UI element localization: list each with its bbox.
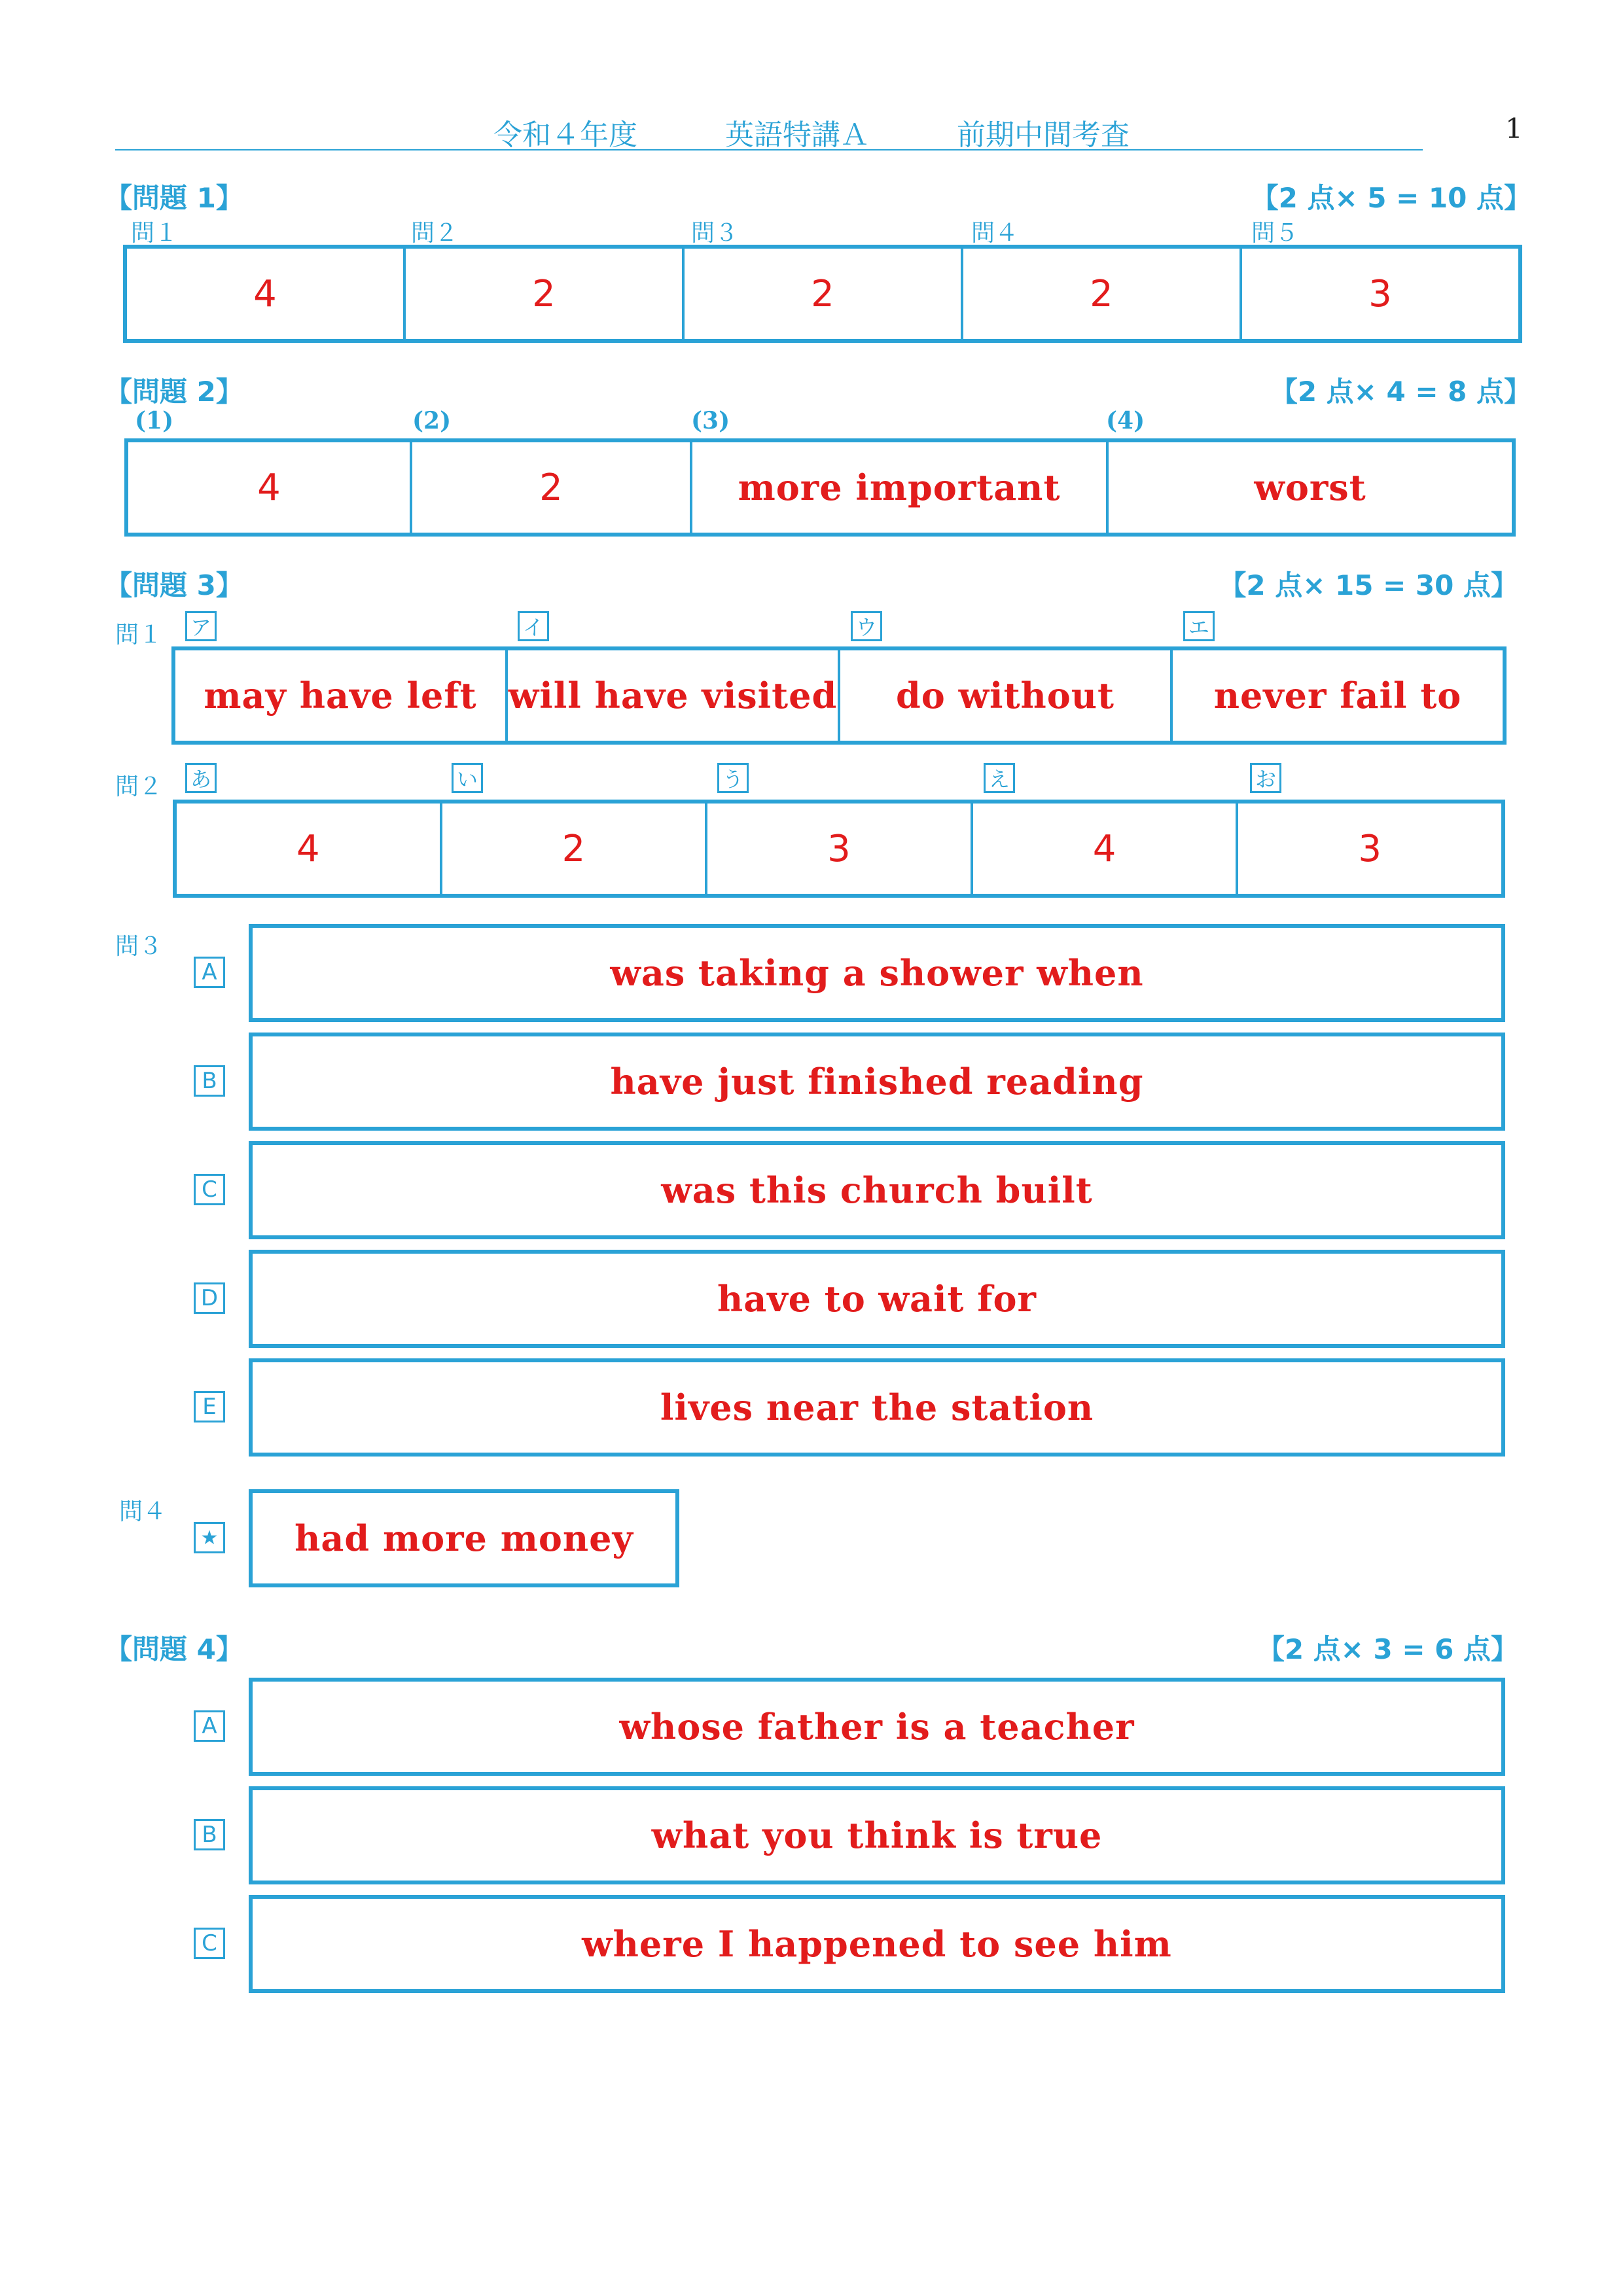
q3-part3-tag-e: E	[194, 1391, 225, 1422]
header-year: 令和４年度	[493, 118, 637, 152]
q3-part3-answer-c: was this church built	[249, 1141, 1505, 1239]
q3-part2-answer-5: 3	[1236, 804, 1501, 894]
q3-part2-answer-1: 4	[296, 827, 320, 870]
q2-answer-4: worst	[1106, 442, 1512, 533]
q3-part2-tag-a: あ	[185, 763, 217, 793]
q3-part2-answer-4: 4	[971, 804, 1236, 894]
q3-part1-answer-4: never fail to	[1170, 650, 1503, 741]
q3-part4-label: 問４	[119, 1498, 167, 1525]
q3-part3-label: 問３	[115, 933, 163, 960]
q2-label-4: (4)	[1106, 407, 1145, 434]
q1-title: 【問題 1】	[105, 182, 243, 214]
q1-answer-1: 4	[253, 272, 277, 315]
q3-score: 【2 点× 15 = 30 点】	[1219, 569, 1518, 601]
q3-part2-label: 問２	[115, 773, 163, 800]
q1-label-1: 問１	[131, 220, 179, 247]
q4-title: 【問題 4】	[105, 1633, 243, 1665]
q2-label-3: (3)	[691, 407, 730, 434]
q1-label-5: 問５	[1251, 220, 1299, 247]
q3-part1-tag-a: ア	[185, 611, 217, 641]
q4-answer-c: where I happened to see him	[249, 1895, 1505, 1993]
q4-answer-a: whose father is a teacher	[249, 1678, 1505, 1776]
q4-score: 【2 点× 3 = 6 点】	[1257, 1633, 1518, 1665]
q3-part3-answer-d: have to wait for	[249, 1250, 1505, 1348]
q4-tag-c: C	[194, 1928, 225, 1959]
q2-answer-grid	[124, 438, 1516, 537]
q3-part2-grid	[173, 800, 1505, 898]
q3-part3-tag-c: C	[194, 1174, 225, 1205]
q3-part2-answer-3: 3	[705, 804, 971, 894]
q2-title: 【問題 2】	[105, 376, 243, 408]
q2-answer-1: 4	[257, 466, 281, 509]
q1-label-2: 問２	[411, 220, 459, 247]
star-icon: ★	[194, 1522, 225, 1553]
page-number: 1	[1505, 113, 1523, 145]
q3-part3-tag-d: D	[194, 1282, 225, 1314]
q3-part3-answer-a: was taking a shower when	[249, 924, 1505, 1022]
q3-part1-answer-1: may have left	[204, 675, 477, 716]
q1-answer-grid	[123, 245, 1522, 343]
q3-part1-label: 問１	[115, 622, 163, 648]
q3-part1-answer-3: do without	[838, 650, 1170, 741]
q1-label-4: 問４	[971, 220, 1019, 247]
q1-answer-2: 2	[403, 249, 682, 339]
q3-part3-answer-e: lives near the station	[249, 1358, 1505, 1457]
q3-part3-answer-b: have just finished reading	[249, 1033, 1505, 1131]
q3-part1-grid	[171, 646, 1507, 745]
q1-answer-3: 2	[682, 249, 961, 339]
q3-part1-answer-2: will have visited	[505, 650, 838, 741]
q3-part2-tag-e: え	[984, 763, 1015, 793]
q4-tag-a: A	[194, 1710, 225, 1742]
q3-part2-tag-o: お	[1250, 763, 1281, 793]
header-rule	[115, 149, 1423, 150]
q3-title: 【問題 3】	[105, 569, 243, 601]
q1-answer-4: 2	[961, 249, 1240, 339]
q3-part3-tag-b: B	[194, 1065, 225, 1097]
q1-label-3: 問３	[691, 220, 739, 247]
q3-part4-answer: had more money	[249, 1489, 679, 1587]
q3-part2-tag-u: う	[717, 763, 749, 793]
q2-answer-2: 2	[410, 442, 690, 533]
q2-score: 【2 点× 4 = 8 点】	[1270, 376, 1531, 408]
q2-label-2: (2)	[412, 407, 452, 434]
header-course: 英語特講Ａ	[725, 118, 869, 152]
q1-answer-5: 3	[1240, 249, 1518, 339]
q1-score: 【2 点× 5 = 10 点】	[1251, 182, 1531, 214]
q2-label-1: (1)	[135, 407, 174, 434]
q3-part1-tag-e: エ	[1183, 611, 1215, 641]
q3-part3-tag-a: A	[194, 957, 225, 988]
q2-answer-3: more important	[690, 442, 1106, 533]
q3-part1-tag-u: ウ	[851, 611, 882, 641]
q4-answer-b: what you think is true	[249, 1786, 1505, 1884]
q3-part2-tag-i: い	[452, 763, 483, 793]
header-exam: 前期中間考査	[957, 118, 1130, 152]
q3-part2-answer-2: 2	[440, 804, 705, 894]
exam-header	[0, 111, 1623, 153]
q4-tag-b: B	[194, 1819, 225, 1850]
q3-part1-tag-i: イ	[518, 611, 549, 641]
